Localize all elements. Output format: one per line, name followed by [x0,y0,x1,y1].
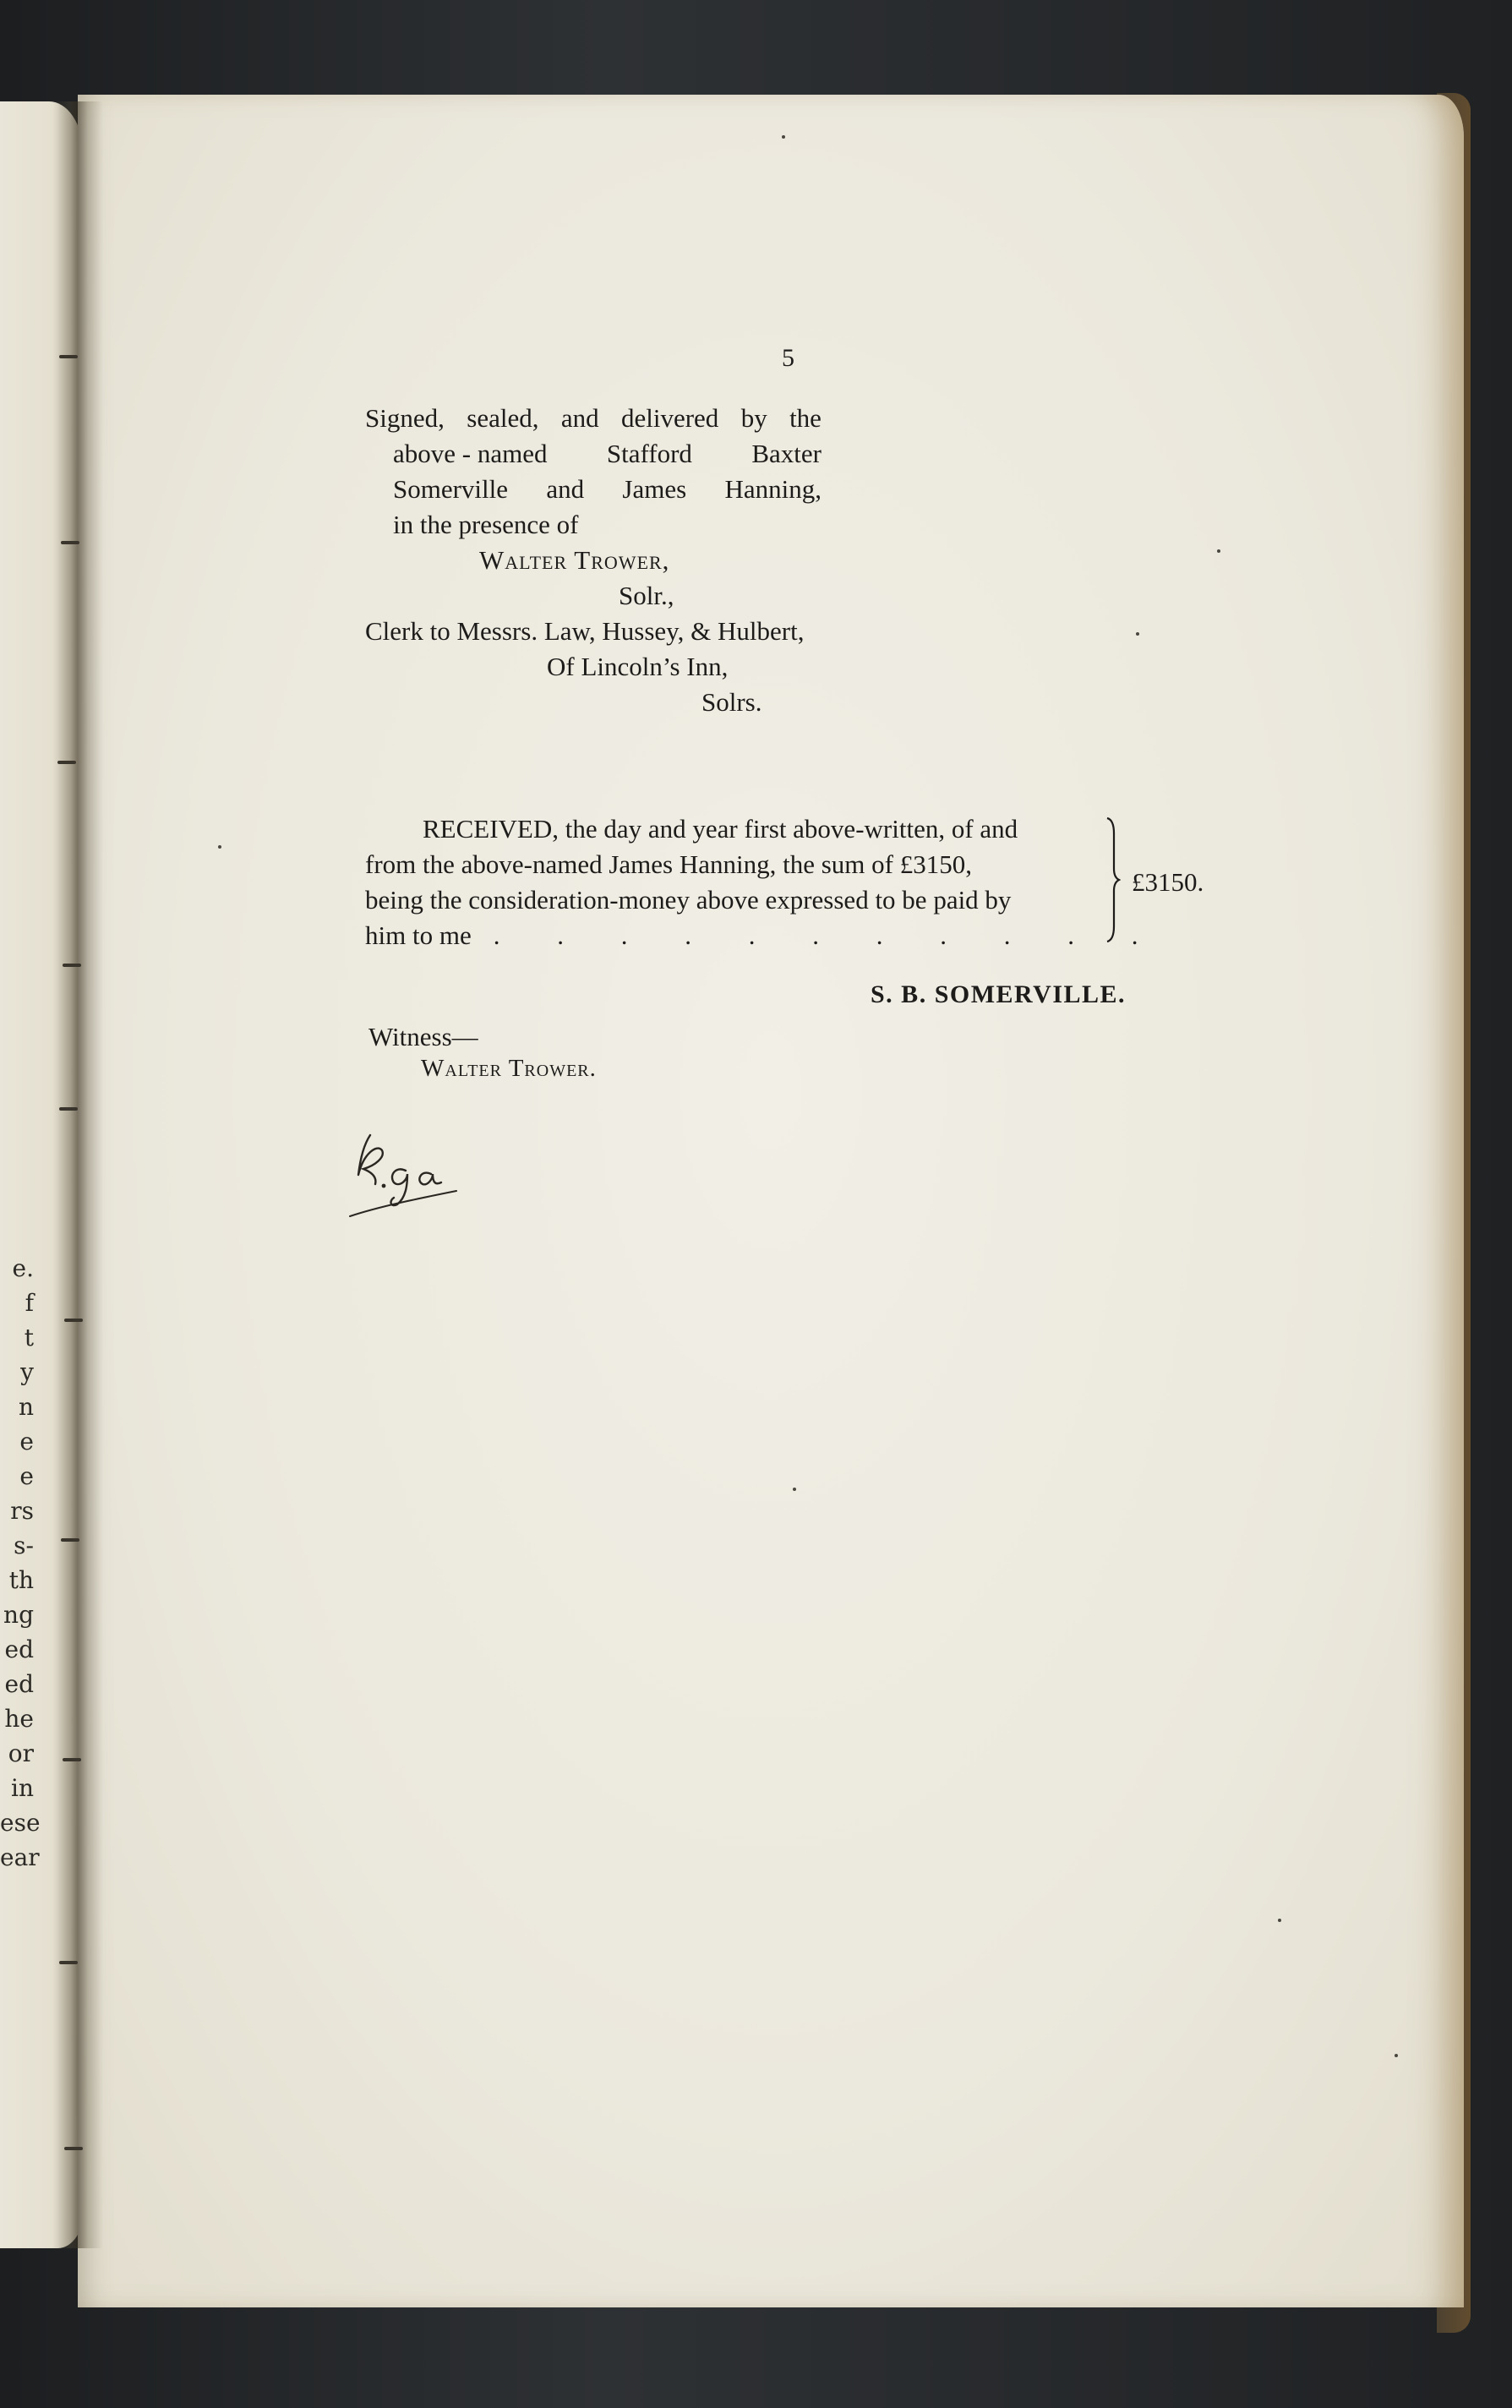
receipt-line-1: RECEIVED, the day and year first above-written, of and [423,814,1018,844]
left-page-fragment: in [11,1774,34,1802]
attestation-word: Stafford [606,439,692,468]
left-page-fragment: ed [4,1635,34,1663]
inn-line: Of Lincoln’s Inn, [547,652,729,681]
left-page-fragment: s- [14,1532,34,1559]
solicitors-abbrev: Solrs. [701,687,762,717]
sewing-stitch [63,1758,81,1761]
left-page-fragment: y [20,1358,34,1386]
attestation-word: Somerville [393,474,509,504]
sewing-stitch [59,1961,78,1964]
left-page-fragment: ed [4,1670,34,1698]
attestation-word: Signed, [365,403,445,433]
page-speck [218,845,221,849]
sewing-stitch [61,1538,79,1542]
left-page-fragment: ese [0,1809,41,1837]
attestation-word: delivered [620,403,719,433]
attesting-witness-title: Solr., [619,581,674,610]
attestation-line-4: in the presence of [393,510,579,539]
receipt-amount: £3150. [1132,867,1204,897]
binding-gutter [52,101,103,2248]
left-page-fragment: rs [10,1497,34,1525]
witness-name: Walter Trower. [421,1055,597,1082]
witness-label: Witness— [368,1022,478,1051]
attestation-word: the [789,403,822,433]
attesting-witness-name: Walter Trower, [479,545,670,575]
left-page-fragment: th [8,1566,34,1594]
page-speck [782,135,785,139]
sewing-stitch [59,355,78,358]
handwritten-initials [338,1128,473,1221]
left-page-fragment: ear [0,1843,40,1871]
page-speck [1217,549,1220,553]
attestation-word: by [740,403,767,433]
sewing-stitch [61,541,79,544]
attestation-word: above - named [393,439,548,468]
left-page-text-fragments [0,1251,41,1875]
receipt-clause [365,811,1164,953]
leader-dots: . . . . . . . . . . . [493,920,1164,950]
left-page-fragment: or [8,1739,34,1767]
page-speck [1136,632,1139,636]
signatory-name: S. B. SOMERVILLE. [871,980,1127,1008]
attestation-line-1 [365,401,822,436]
page-speck [793,1488,796,1491]
sewing-stitch [64,1319,83,1322]
clerk-line: Clerk to Messrs. Law, Hussey, & Hulbert, [365,616,805,646]
page-number: 5 [782,344,794,372]
sewing-stitch [64,2147,83,2150]
receipt-line-2: from the above-named James Hanning, the sum of £3150, [365,849,972,879]
left-page-fragment: e [19,1462,34,1490]
attestation-word: and [546,474,585,504]
sewing-stitch [59,1107,78,1111]
attestation-line-3 [393,472,822,507]
left-page-fragment: e. [12,1254,34,1282]
receipt-line-4-text: him to me [365,920,472,950]
left-page-fragment: ng [3,1601,34,1629]
left-page-fragment: f [25,1289,34,1317]
left-page-fragment: he [4,1705,34,1733]
attestation-word: Baxter [751,439,822,468]
page-speck [1278,1919,1281,1922]
attestation-word: Hanning, [724,474,822,504]
receipt-line-3: being the consideration-money above expressed to be paid by [365,885,1012,915]
sewing-stitch [63,964,81,967]
receipt-line-4 [365,918,1164,953]
attestation-word: James [622,474,687,504]
right-brace [1105,816,1121,943]
attestation-word: sealed, [467,403,539,433]
attestation-word: and [560,403,599,433]
sewing-stitch [57,761,76,764]
left-page-fragment: n [18,1393,34,1421]
page-speck [1395,2054,1398,2057]
left-page-fragment: e [19,1428,34,1455]
attestation-line-2 [393,436,822,472]
left-page-fragment: t [24,1324,34,1351]
